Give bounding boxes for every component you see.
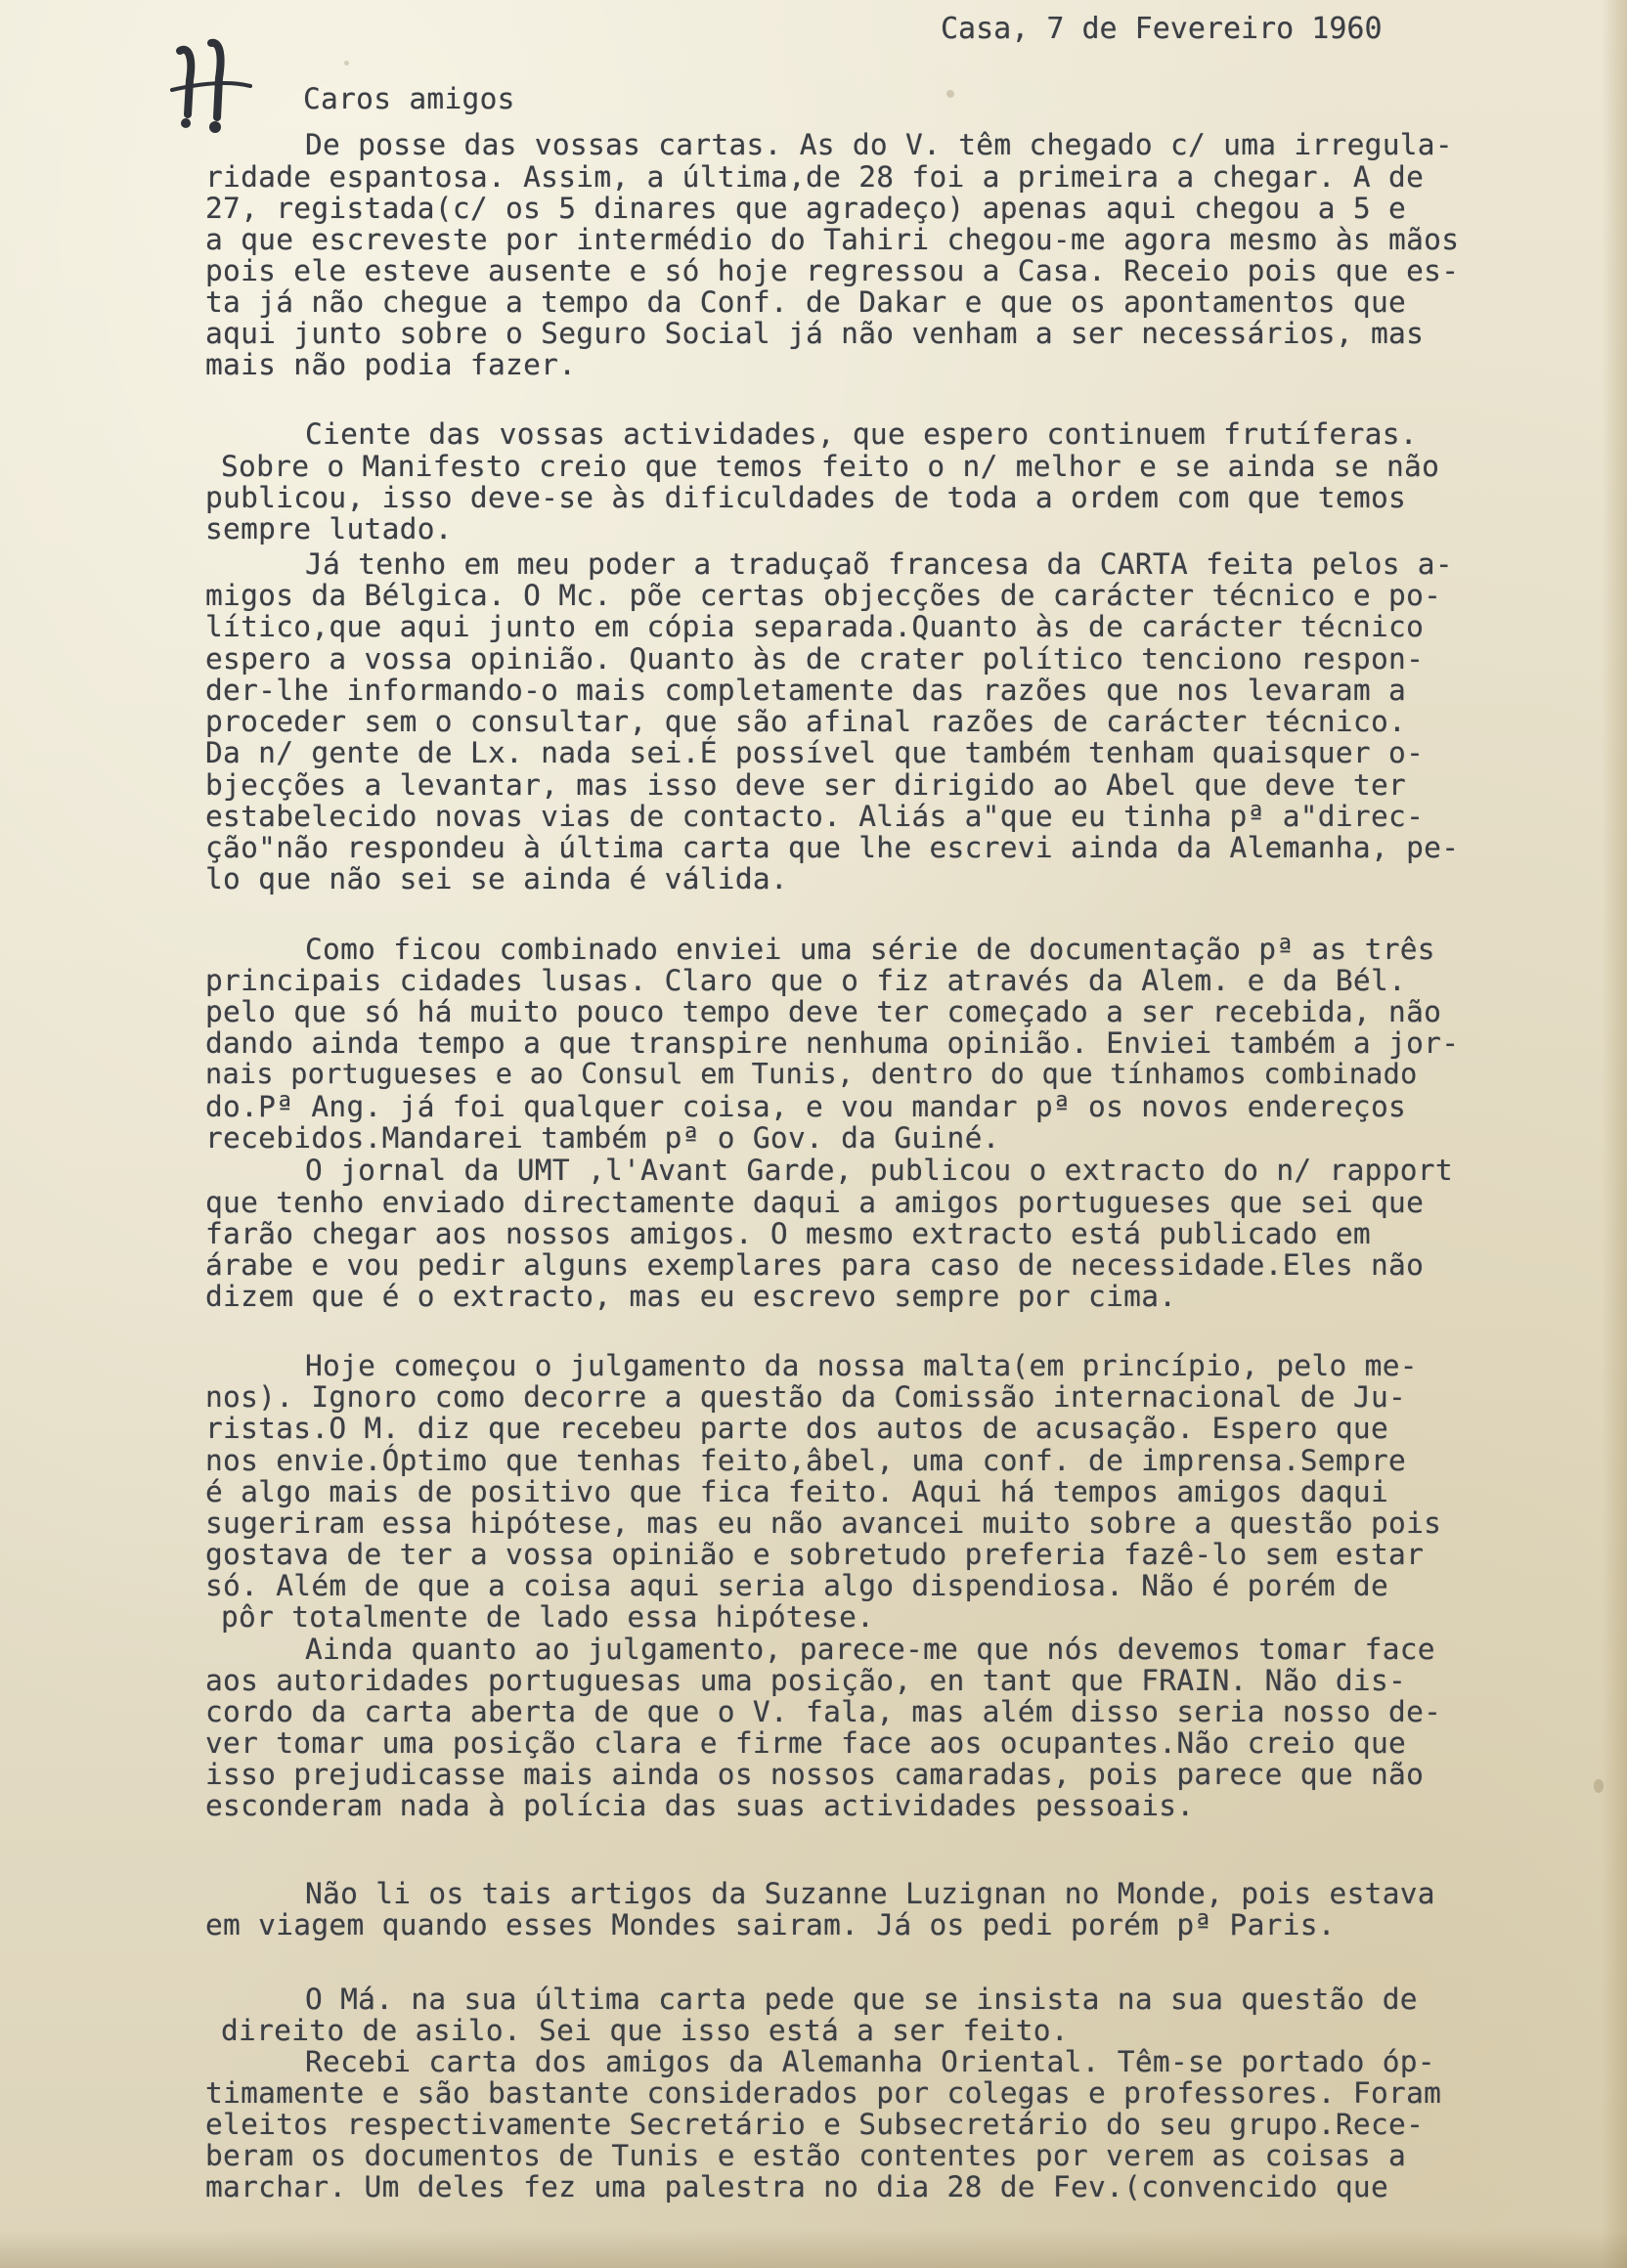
body-line: Não li os tais artigos da Suzanne Luzignan no Monde, pois estava	[305, 1877, 1435, 1910]
body-line: der-lhe informando-o mais completamente das razões que nos levaram a	[205, 674, 1407, 707]
body-line: beram os documentos de Tunis e estão contentes por verem as coisas a	[205, 2139, 1407, 2172]
body-line: nos). Ignoro como decorre a questão da Comissão internacional de Ju-	[205, 1380, 1407, 1414]
body-line: dizem que é o extracto, mas eu escrevo sempre por cima.	[205, 1280, 1177, 1313]
body-line: ridade espantosa. Assim, a última,de 28 foi a primeira a chegar. A de	[205, 160, 1425, 194]
body-line: nos envie.Óptimo que tenhas feito,âbel, uma conf. de imprensa.Sempre	[205, 1444, 1407, 1477]
body-line: estabelecido novas vias de contacto. Aliás a"que eu tinha pª a"direc-	[205, 800, 1425, 833]
body-line: ção"não respondeu à última carta que lhe escrevi ainda da Alemanha, pe-	[205, 831, 1460, 864]
body-line: espero a vossa opinião. Quanto às de crater político tenciono respon-	[205, 642, 1425, 676]
body-line: migos da Bélgica. O Mc. põe certas objecções de carácter técnico e po-	[205, 579, 1442, 612]
body-line: bjecções a levantar, mas isso deve ser dirigido ao Abel que deve ter	[205, 768, 1407, 802]
body-line: Já tenho em meu poder a traduçaõ francesa da CARTA feita pelos a-	[305, 547, 1453, 581]
body-line: ta já não chegue a tempo da Conf. de Dakar e que os apontamentos que	[205, 285, 1407, 319]
body-line: recebidos.Mandarei também pª o Gov. da Guiné.	[205, 1121, 1000, 1155]
body-line: pôr totalmente de lado essa hipótese.	[221, 1600, 875, 1634]
body-line: só. Além de que a coisa aqui seria algo dispendiosa. Não é porém de	[205, 1569, 1389, 1602]
body-line: gostava de ter a vossa opinião e sobretudo preferia fazê-lo sem estar	[205, 1538, 1425, 1571]
body-line: aqui junto sobre o Seguro Social já não venham a ser necessários, mas	[205, 317, 1425, 350]
body-line: O Má. na sua última carta pede que se insista na sua questão de	[305, 1983, 1418, 2016]
body-line: Sobre o Manifesto creio que temos feito o n/ melhor e se ainda se não	[221, 450, 1440, 483]
body-line: isso prejudicasse mais ainda os nossos camaradas, pois parece que não	[205, 1758, 1425, 1791]
body-line: cordo da carta aberta de que o V. fala, mas além disso seria nosso de-	[205, 1695, 1442, 1728]
body-line: Como ficou combinado enviei uma série de documentação pª as três	[305, 933, 1435, 966]
body-line: que tenho enviado directamente daqui a amigos portugueses que sei que	[205, 1186, 1425, 1219]
body-line: a que escreveste por intermédio do Tahiri chegou-me agora mesmo às mãos	[205, 223, 1460, 256]
body-line: De posse das vossas cartas. As do V. têm chegado c/ uma irregula-	[305, 128, 1453, 161]
body-line: eleitos respectivamente Secretário e Subsecretário do seu grupo.Rece-	[205, 2108, 1425, 2141]
body-line: farão chegar aos nossos amigos. O mesmo extracto está publicado em	[205, 1217, 1371, 1250]
body-line: dando ainda tempo a que transpire nenhuma opinião. Enviei também a jor-	[205, 1026, 1460, 1060]
body-line: sempre lutado.	[205, 512, 453, 545]
body-line: O jornal da UMT ,l'Avant Garde, publicou o extracto do n/ rapport	[305, 1154, 1453, 1187]
body-line: lo que não sei se ainda é válida.	[205, 862, 788, 895]
body-line: direito de asilo. Sei que isso está a ser feito.	[221, 2014, 1069, 2047]
body-line: proceder sem o consultar, que são afinal razões de carácter técnico.	[205, 705, 1407, 738]
body-line: do.Pª Ang. já foi qualquer coisa, e vou mandar pª os novos endereços	[205, 1090, 1407, 1123]
body-line: sugeriram essa hipótese, mas eu não avancei muito sobre a questão pois	[205, 1506, 1442, 1540]
body-line: publicou, isso deve-se às dificuldades de toda a ordem com que temos	[205, 481, 1407, 514]
body-line: pois ele esteve ausente e só hoje regressou a Casa. Receio pois que es-	[205, 254, 1460, 287]
body-line: árabe e vou pedir alguns exemplares para caso de necessidade.Eles não	[205, 1248, 1425, 1282]
body-line: Hoje começou o julgamento da nossa malta(em princípio, pelo me-	[305, 1349, 1418, 1382]
body-line: Ainda quanto ao julgamento, parece-me que nós devemos tomar face	[305, 1633, 1435, 1666]
body-line: é algo mais de positivo que fica feito. Aqui há tempos amigos daqui	[205, 1475, 1389, 1508]
body-line: 27, registada(c/ os 5 dinares que agradeço) apenas aqui chegou a 5 e	[205, 192, 1407, 225]
body-line: principais cidades lusas. Claro que o fiz através da Alem. e da Bél.	[205, 964, 1407, 997]
body-line: em viagem quando esses Mondes sairam. Já os pedi porém pª Paris.	[205, 1908, 1336, 1941]
letter-date: Casa, 7 de Fevereiro 1960	[941, 12, 1383, 46]
body-line: Recebi carta dos amigos da Alemanha Oriental. Têm-se portado óp-	[305, 2045, 1435, 2078]
body-line: lítico,que aqui junto em cópia separada.Quanto às de carácter técnico	[205, 610, 1425, 643]
body-line: pelo que só há muito pouco tempo deve ter começado a ser recebida, não	[205, 995, 1442, 1028]
body-line: timamente e são bastante considerados por colegas e professores. Foram	[205, 2076, 1442, 2110]
body-line: ristas.O M. diz que recebeu parte dos autos de acusação. Espero que	[205, 1412, 1389, 1445]
body-line: esconderam nada à polícia das suas actividades pessoais.	[205, 1789, 1195, 1822]
salutation: Caros amigos	[303, 82, 515, 115]
body-line: Ciente das vossas actividades, que espero continuem frutíferas.	[305, 417, 1418, 451]
body-line: marchar. Um deles fez uma palestra no dia 28 de Fev.(convencido que	[205, 2170, 1389, 2203]
body-line: Da n/ gente de Lx. nada sei.É possível que também tenham quaisquer o-	[205, 736, 1425, 769]
body-line: aos autoridades portuguesas uma posição, en tant que FRAIN. Não dis-	[205, 1664, 1407, 1697]
body-line: ver tomar uma posição clara e firme face aos ocupantes.Não creio que	[205, 1726, 1407, 1760]
body-line: mais não podia fazer.	[205, 348, 577, 381]
body-line: nais portugueses e ao Consul em Tunis, dentro do que tínhamos combinado	[205, 1058, 1418, 1090]
